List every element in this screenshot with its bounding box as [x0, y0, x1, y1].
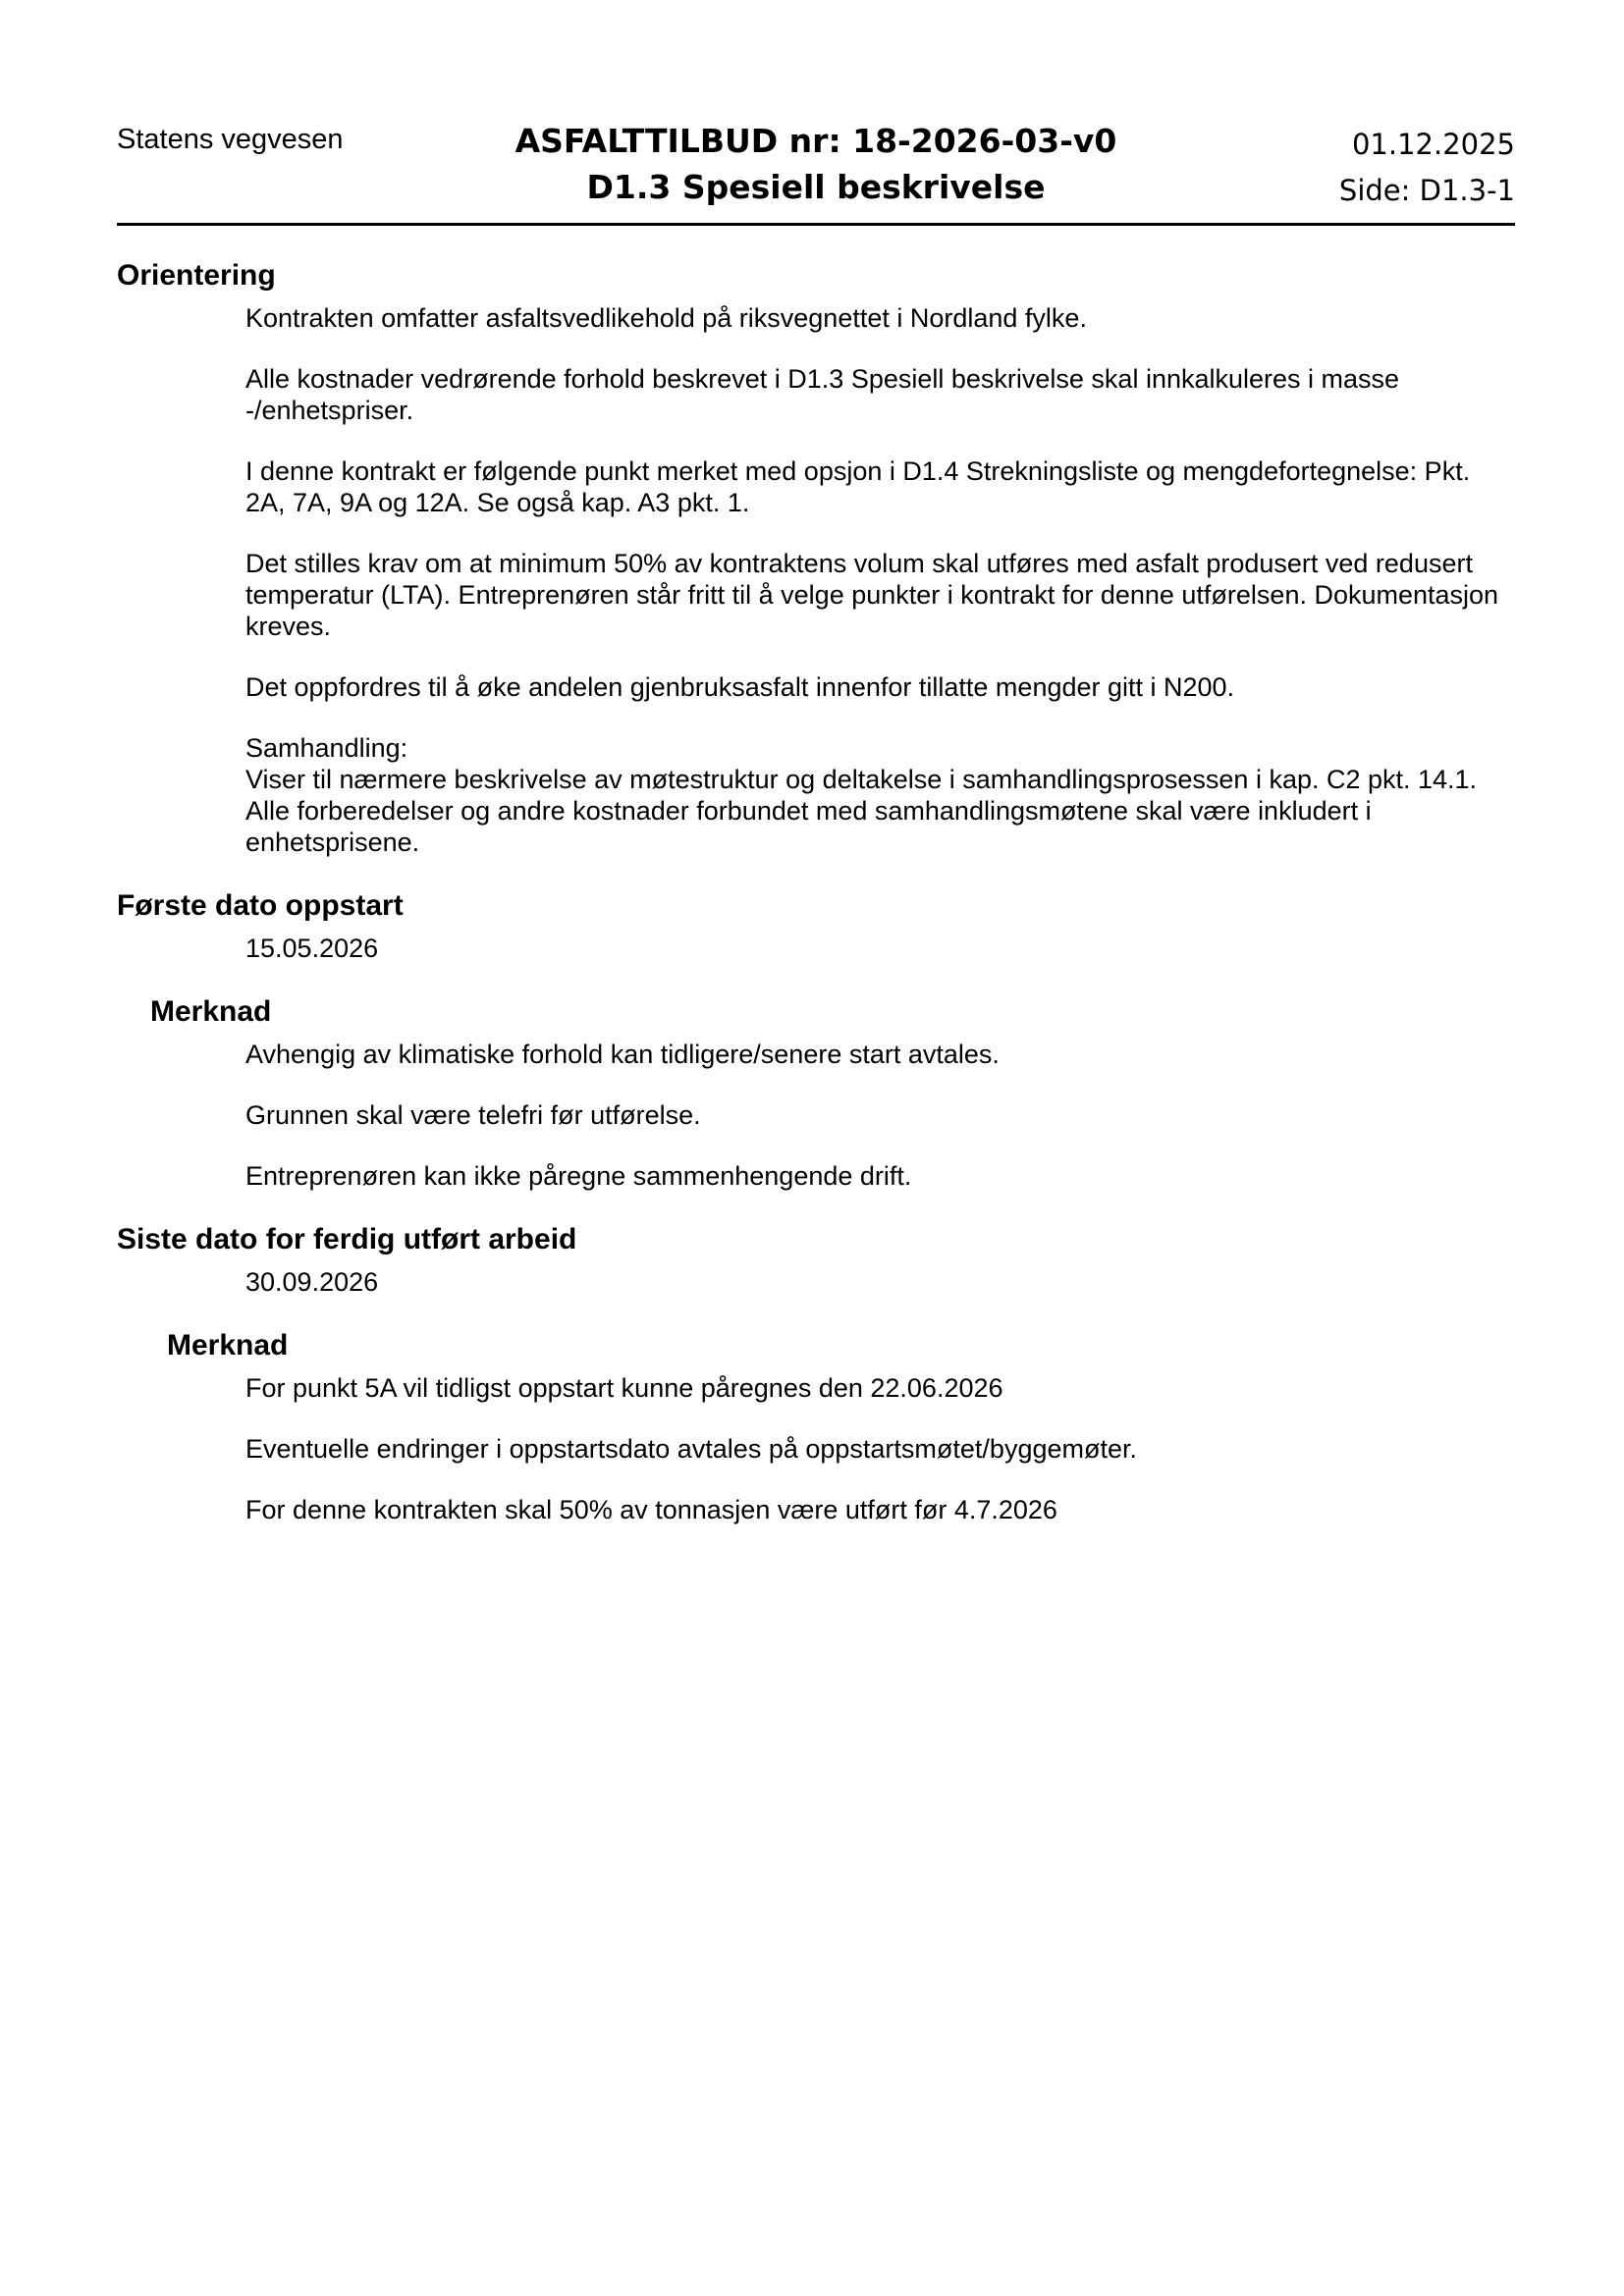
section-heading: Orientering — [117, 259, 276, 292]
section-merknad-oppstart — [117, 993, 1515, 1192]
document-title-line-2: D1.3 Spesiell beskrivelse — [586, 168, 1046, 206]
section-heading: Første dato oppstart — [117, 889, 404, 922]
section-merknad-ferdig — [117, 1327, 1515, 1525]
paragraph: Viser til nærmere beskrivelse av møtestruktur og deltakelse i samhandlingsprosessen i kap. C2 pkt. 14.1. Alle forberedelser og andre kostnader forbundet med samhandlingsmøtene skal være inkludert i enhetsprisene. — [245, 765, 1478, 857]
section-forste-dato-oppstart — [117, 887, 1515, 964]
document-title — [294, 118, 1338, 210]
date-value: 30.09.2026 — [245, 1267, 379, 1297]
organization-name: Statens vegvesen — [117, 124, 344, 155]
paragraph: Avhengig av klimatiske forhold kan tidligere/senere start avtales. — [245, 1040, 1000, 1069]
paragraph: Kontrakten omfatter asfaltsvedlikehold på riksvegnettet i Nordland fylke. — [245, 303, 1087, 333]
section-siste-dato — [117, 1221, 1515, 1298]
paragraph: Grunnen skal være telefri før utførelse. — [245, 1100, 701, 1130]
paragraph: For denne kontrakten skal 50% av tonnasjen være utført før 4.7.2026 — [245, 1495, 1057, 1524]
document-date: 01.12.2025 — [1351, 128, 1515, 161]
section-subheading: Merknad — [150, 995, 272, 1028]
paragraph: Det oppfordres til å øke andelen gjenbruksasfalt innenfor tillatte mengder gitt i N200. — [245, 672, 1235, 702]
paragraph: Alle kostnader vedrørende forhold beskrevet i D1.3 Spesiell beskrivelse skal innkalkuleres i masse -/enhetspriser. — [245, 364, 1400, 425]
paragraph: For punkt 5A vil tidligst oppstart kunne påregnes den 22.06.2026 — [245, 1373, 1003, 1403]
paragraph: Eventuelle endringer i oppstartsdato avtales på oppstartsmøtet/byggemøter. — [245, 1434, 1137, 1464]
paragraph: I denne kontrakt er følgende punkt merket med opsjon i D1.4 Strekningsliste og mengdefortegnelse: Pkt. 2A, 7A, 9A og 12A. Se også kap. A3 pkt. 1. — [245, 456, 1471, 517]
paragraph: Det stilles krav om at minimum 50% av kontraktens volum skal utføres med asfalt produsert ved redusert temperatur (LTA). Entreprenøren står fritt til å velge punkter i kontrakt for denne utførelsen. Dokumentasjon kreves. — [245, 549, 1499, 641]
section-subheading: Merknad — [167, 1329, 289, 1362]
page-number: Side: D1.3-1 — [1338, 174, 1515, 207]
page-header — [117, 118, 1515, 226]
document-title-line-1: ASFALTTILBUD nr: 18-2026-03-v0 — [514, 122, 1117, 160]
section-heading: Siste dato for ferdig utført arbeid — [117, 1223, 577, 1255]
document-body — [117, 257, 1515, 1543]
document-meta — [1339, 122, 1515, 214]
date-value: 15.05.2026 — [245, 934, 379, 963]
section-orientering — [117, 257, 1515, 858]
paragraph: Samhandling: — [245, 733, 408, 763]
paragraph: Entreprenøren kan ikke påregne sammenhengende drift. — [245, 1161, 912, 1191]
